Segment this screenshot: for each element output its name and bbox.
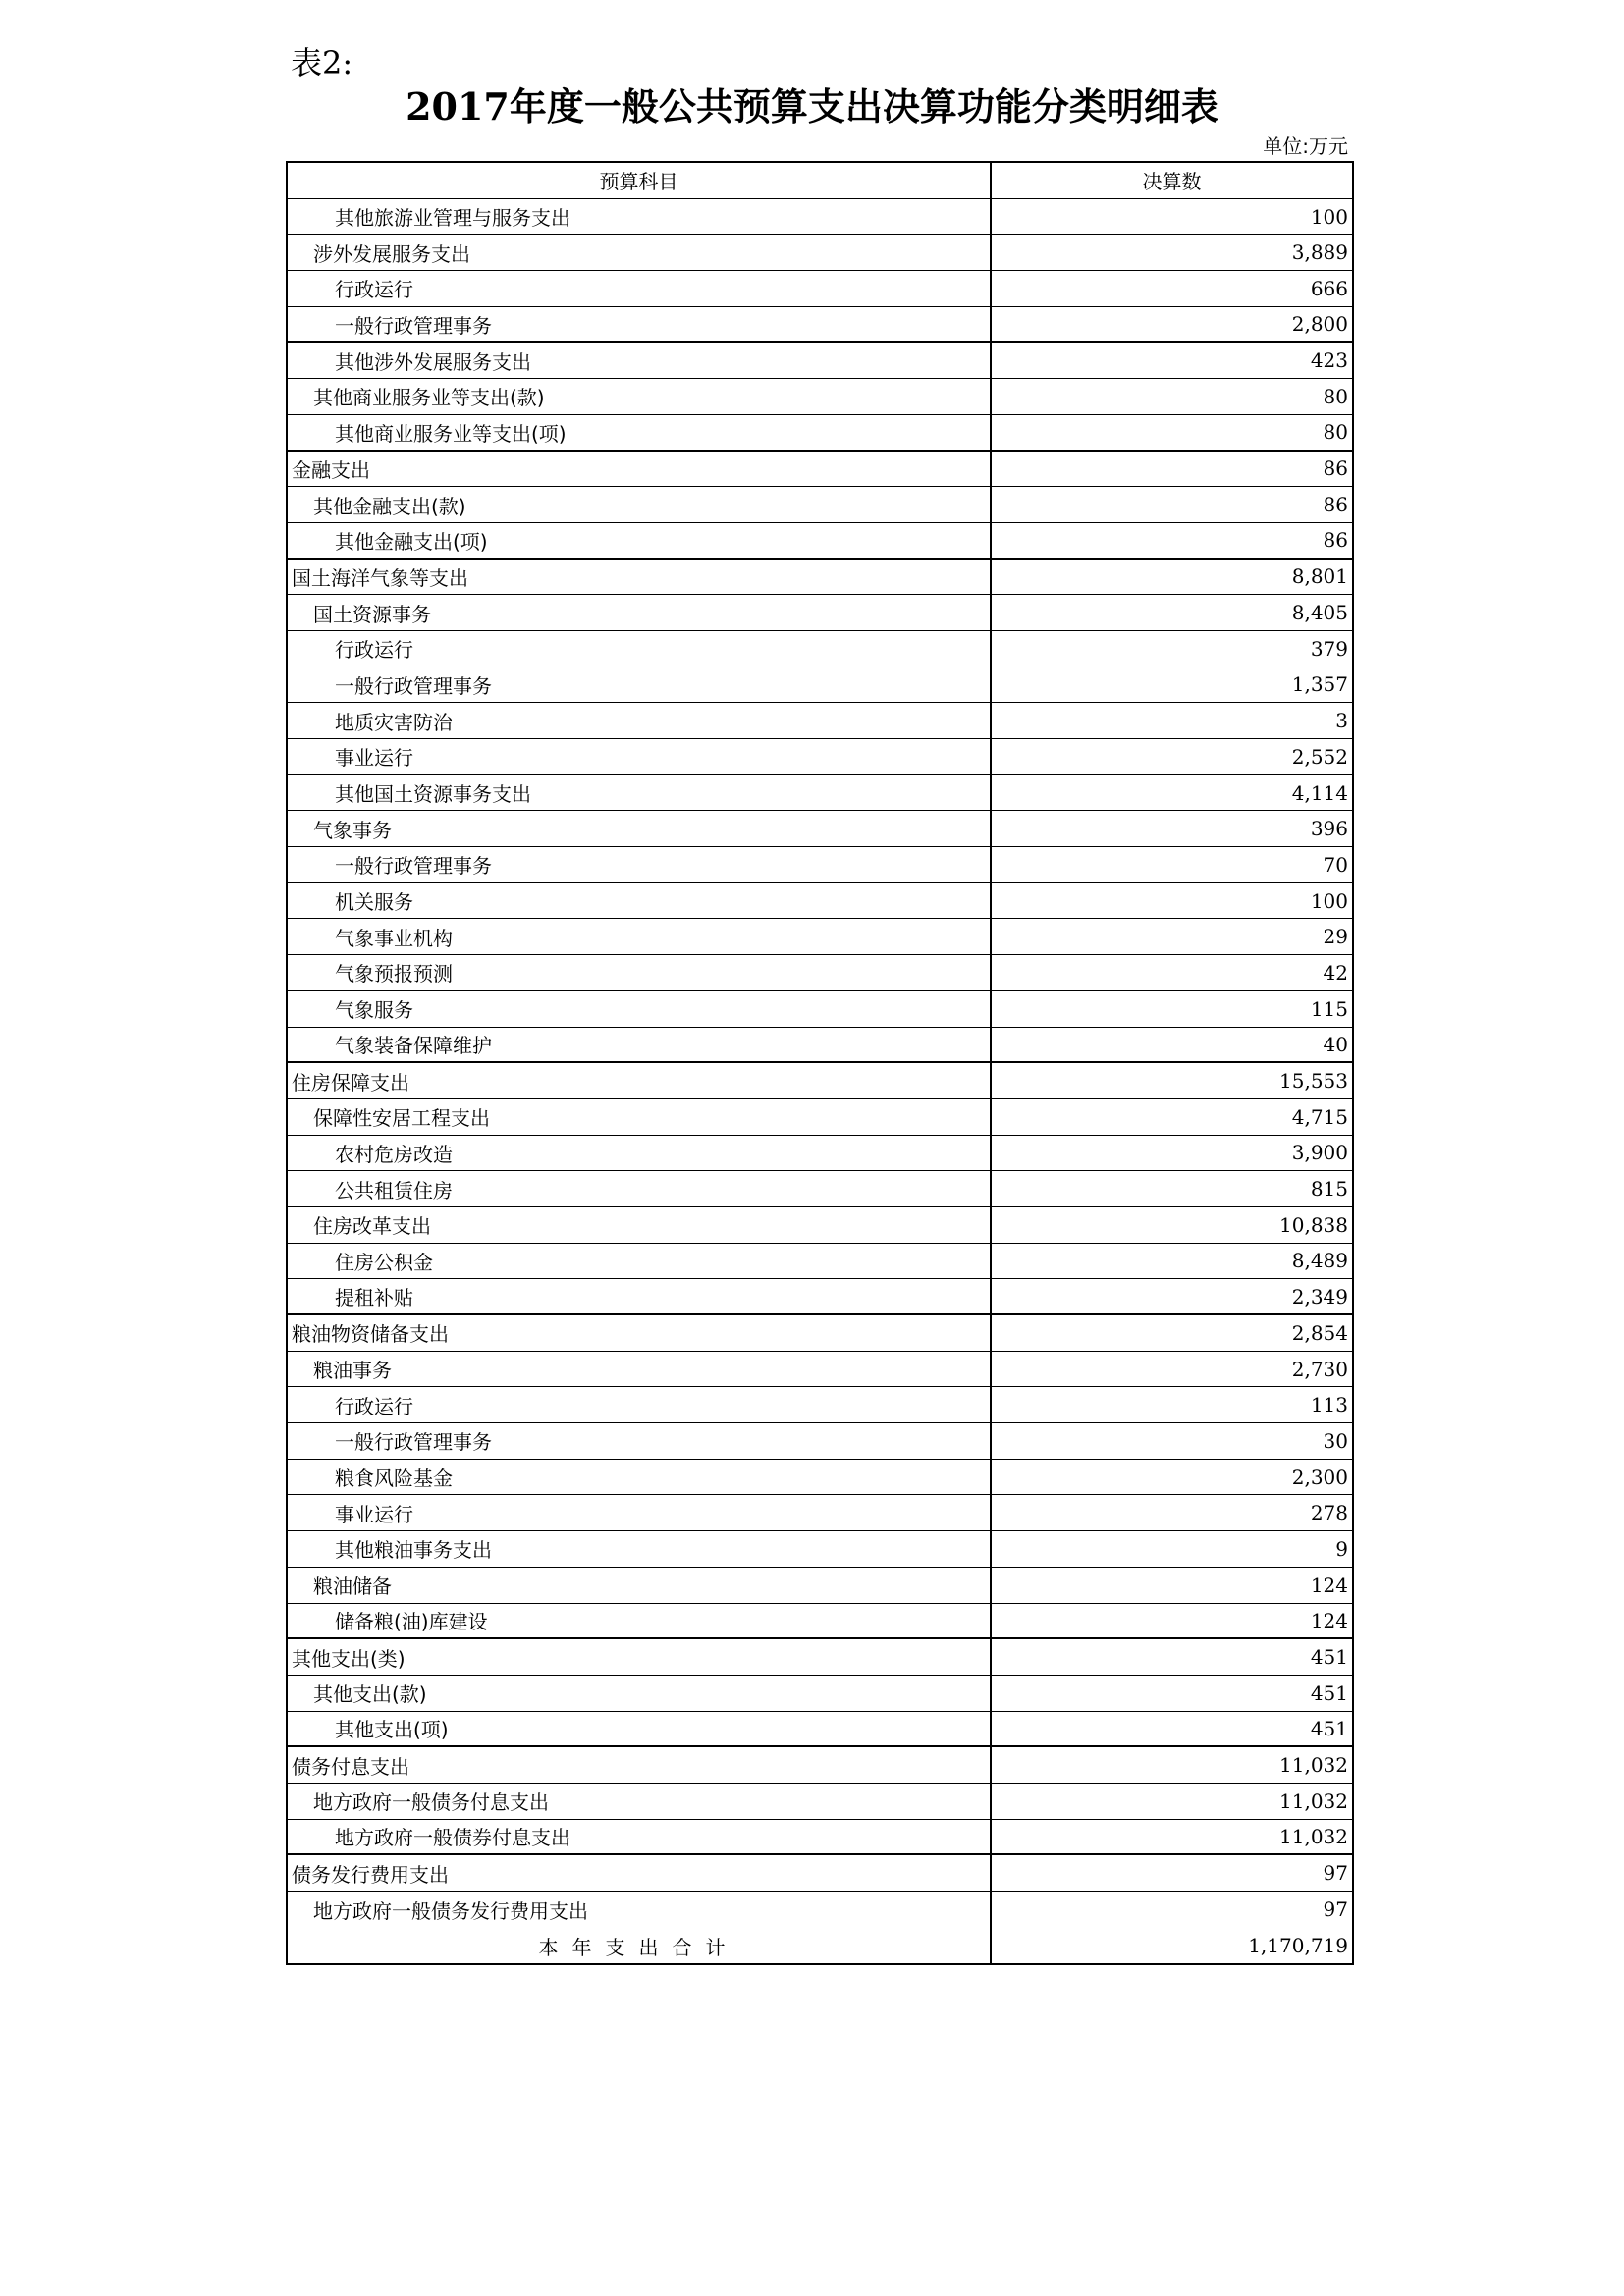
row-final-amount: 86 [1323,456,1348,481]
table-row [288,1604,1352,1640]
table-row [288,1279,1352,1315]
row-final-amount: 278 [1310,1501,1348,1525]
row-final-amount: 10,838 [1279,1212,1348,1237]
row-final-amount: 666 [1310,276,1348,300]
table-row [288,1531,1352,1568]
row-budget-item: 住房改革支出 [288,1207,992,1243]
row-budget-item: 粮油物资储备支出 [288,1315,992,1351]
table-row [288,523,1352,560]
row-final-amount: 80 [1323,384,1348,408]
row-final-amount: 4,715 [1291,1104,1348,1129]
table-row [288,560,1352,596]
row-budget-item: 其他涉外发展服务支出 [288,343,992,378]
row-final-amount: 2,300 [1291,1465,1348,1489]
row-budget-item: 国土海洋气象等支出 [288,560,992,595]
row-budget-item: 地质灾害防治 [288,703,992,738]
row-budget-item: 气象事业机构 [288,919,992,954]
row-final-amount: 86 [1323,493,1348,517]
table-row [288,1892,1352,1928]
table-row [288,235,1352,271]
row-budget-item: 金融支出 [288,452,992,487]
row-final-amount: 8,405 [1291,601,1348,625]
row-budget-item: 债务付息支出 [288,1747,992,1783]
row-budget-item: 一般行政管理事务 [288,1423,992,1459]
row-budget-item: 地方政府一般债务付息支出 [288,1784,992,1819]
row-budget-item: 行政运行 [288,271,992,306]
table-row [288,1676,1352,1712]
table-label: 表2: [291,44,353,81]
row-budget-item: 其他旅游业管理与服务支出 [288,199,992,235]
row-final-amount: 97 [1323,1861,1348,1886]
row-final-amount: 396 [1310,817,1348,841]
row-budget-item: 一般行政管理事务 [288,307,992,342]
row-final-amount: 30 [1323,1428,1348,1453]
row-final-amount: 815 [1310,1177,1348,1201]
table-row [288,1136,1352,1172]
row-final-amount: 451 [1310,1716,1348,1740]
row-budget-item: 储备粮(油)库建设 [288,1604,992,1638]
table-row [288,1387,1352,1423]
table-row [288,1099,1352,1136]
table-row [288,1171,1352,1207]
table-header-row [288,163,1352,199]
row-budget-item: 机关服务 [288,883,992,919]
table-row [288,991,1352,1028]
header-budget-item: 预算科目 [288,163,992,198]
table-total-row [288,1928,1352,1964]
row-budget-item: 一般行政管理事务 [288,667,992,703]
expenditure-table [286,161,1354,1965]
table-row [288,883,1352,920]
row-budget-item: 其他金融支出(款) [288,487,992,522]
row-budget-item: 保障性安居工程支出 [288,1099,992,1135]
table-body [288,199,1352,1928]
row-final-amount: 8,801 [1291,564,1348,589]
table-row [288,919,1352,955]
row-final-amount: 9 [1335,1536,1348,1561]
row-budget-item: 粮食风险基金 [288,1460,992,1495]
table-row [288,775,1352,812]
table-row [288,1568,1352,1604]
table-row [288,415,1352,452]
table-row [288,1423,1352,1460]
row-final-amount: 70 [1323,852,1348,877]
row-final-amount: 115 [1310,996,1348,1021]
row-final-amount: 124 [1310,1608,1348,1632]
row-budget-item: 粮油储备 [288,1568,992,1603]
row-final-amount: 4,114 [1291,780,1348,805]
row-budget-item: 事业运行 [288,739,992,774]
row-final-amount: 3,889 [1291,240,1348,265]
table-row [288,631,1352,667]
row-final-amount: 3,900 [1291,1141,1348,1165]
row-budget-item: 一般行政管理事务 [288,847,992,882]
row-final-amount: 29 [1323,925,1348,949]
row-budget-item: 其他粮油事务支出 [288,1531,992,1567]
row-budget-item: 提租补贴 [288,1279,992,1313]
table-row [288,307,1352,344]
table-row [288,703,1352,739]
header-final-amount: 决算数 [1142,170,1202,194]
total-value: 1,170,719 [1248,1934,1348,1958]
table-row [288,1639,1352,1676]
row-final-amount: 97 [1323,1897,1348,1922]
table-row [288,1352,1352,1388]
table-row [288,379,1352,415]
table-row [288,1063,1352,1099]
row-final-amount: 423 [1310,348,1348,373]
table-row [288,199,1352,236]
table-row [288,1460,1352,1496]
row-final-amount: 2,349 [1291,1284,1348,1308]
row-final-amount: 11,032 [1279,1789,1348,1813]
row-budget-item: 涉外发展服务支出 [288,235,992,270]
row-final-amount: 2,552 [1291,744,1348,769]
row-final-amount: 451 [1310,1645,1348,1670]
row-budget-item: 其他支出(项) [288,1712,992,1746]
row-budget-item: 气象装备保障维护 [288,1028,992,1062]
table-row [288,1244,1352,1280]
row-final-amount: 86 [1323,528,1348,553]
total-label: 本年支出合计 [288,1928,992,1964]
table-row [288,1207,1352,1244]
row-final-amount: 100 [1310,888,1348,913]
table-row [288,955,1352,991]
row-budget-item: 住房保障支出 [288,1063,992,1098]
unit-label: 单位:万元 [1263,134,1348,158]
table-row [288,452,1352,488]
table-row [288,1820,1352,1856]
row-final-amount: 124 [1310,1573,1348,1597]
row-final-amount: 379 [1310,636,1348,661]
row-final-amount: 11,032 [1279,1824,1348,1848]
row-final-amount: 2,800 [1291,312,1348,337]
table-row [288,1712,1352,1748]
row-final-amount: 11,032 [1279,1753,1348,1778]
table-row [288,811,1352,847]
row-final-amount: 80 [1323,420,1348,445]
table-row [288,271,1352,307]
table-row [288,1784,1352,1820]
table-row [288,1495,1352,1531]
row-final-amount: 100 [1310,204,1348,229]
row-budget-item: 其他国土资源事务支出 [288,775,992,811]
row-final-amount: 8,489 [1291,1249,1348,1273]
row-final-amount: 42 [1323,960,1348,985]
row-budget-item: 其他金融支出(项) [288,523,992,558]
row-budget-item: 国土资源事务 [288,595,992,630]
row-budget-item: 债务发行费用支出 [288,1855,992,1891]
row-budget-item: 气象预报预测 [288,955,992,990]
row-budget-item: 公共租赁住房 [288,1171,992,1206]
row-budget-item: 气象服务 [288,991,992,1027]
row-budget-item: 粮油事务 [288,1352,992,1387]
row-budget-item: 事业运行 [288,1495,992,1530]
row-final-amount: 1,357 [1291,672,1348,697]
row-budget-item: 农村危房改造 [288,1136,992,1171]
row-budget-item: 气象事务 [288,811,992,846]
row-budget-item: 其他商业服务业等支出(项) [288,415,992,450]
row-final-amount: 3 [1335,709,1348,733]
row-final-amount: 2,854 [1291,1320,1348,1345]
row-final-amount: 451 [1310,1681,1348,1705]
row-final-amount: 15,553 [1279,1069,1348,1094]
row-budget-item: 其他商业服务业等支出(款) [288,379,992,414]
table-row [288,343,1352,379]
row-final-amount: 2,730 [1291,1357,1348,1381]
row-budget-item: 地方政府一般债券付息支出 [288,1820,992,1854]
table-row [288,1855,1352,1892]
table-row [288,1315,1352,1352]
row-budget-item: 行政运行 [288,631,992,667]
row-budget-item: 住房公积金 [288,1244,992,1279]
row-final-amount: 40 [1323,1032,1348,1056]
row-final-amount: 113 [1310,1393,1348,1417]
row-budget-item: 其他支出(款) [288,1676,992,1711]
row-budget-item: 行政运行 [288,1387,992,1422]
row-budget-item: 其他支出(类) [288,1639,992,1675]
table-row [288,1028,1352,1064]
table-row [288,487,1352,523]
row-budget-item: 地方政府一般债务发行费用支出 [288,1892,992,1928]
document-title: 2017年度一般公共预算支出决算功能分类明细表 [406,84,1218,129]
table-row [288,595,1352,631]
table-row [288,847,1352,883]
table-row [288,667,1352,704]
table-row [288,739,1352,775]
table-row [288,1747,1352,1784]
